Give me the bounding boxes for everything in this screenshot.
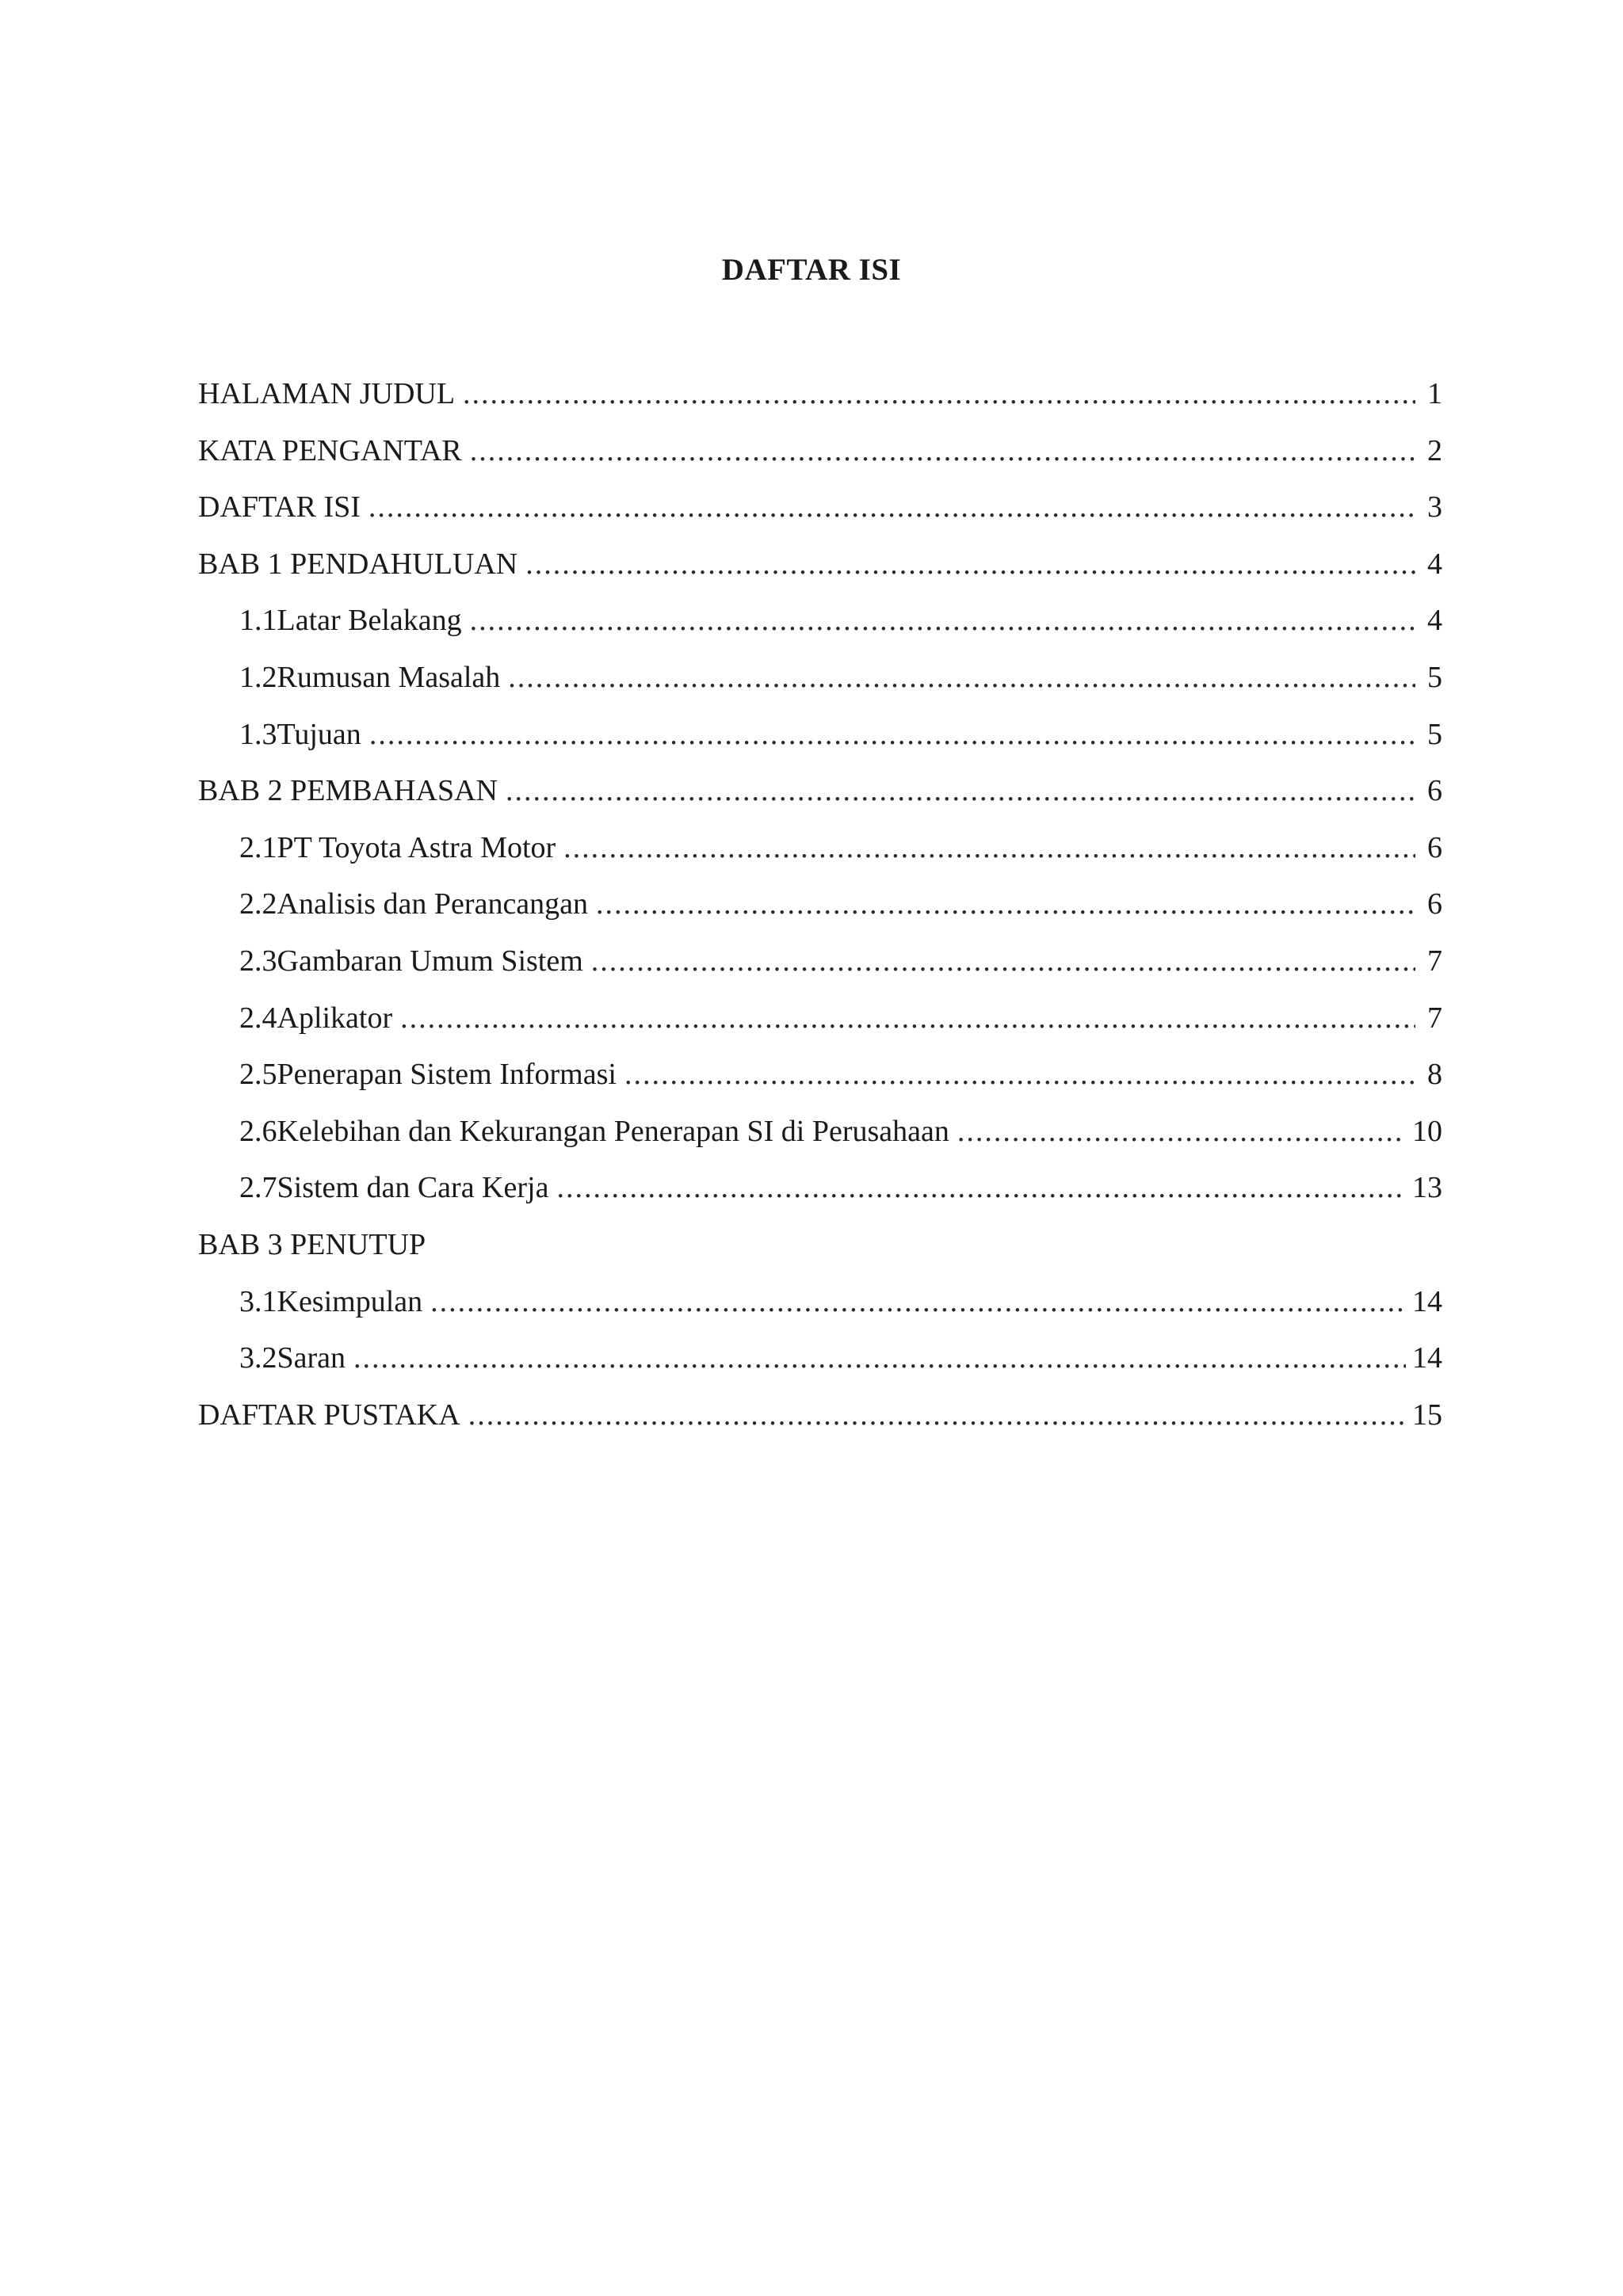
toc-entry-label: HALAMAN JUDUL: [198, 377, 456, 410]
toc-page-number: 14: [1412, 1341, 1442, 1375]
toc-entry: [198, 366, 1442, 423]
toc-page-number: 4: [1427, 604, 1442, 638]
toc-page-number: 7: [1427, 1001, 1442, 1035]
toc-dot-leader: [470, 593, 1415, 650]
toc-entry: [198, 933, 1442, 990]
toc-entry: [198, 876, 1442, 933]
toc-page-number: 13: [1412, 1171, 1442, 1205]
toc-entry-label: Rumusan Masalah: [277, 660, 501, 694]
toc-page-number: 6: [1427, 830, 1442, 864]
toc-entry-label: Latar Belakang: [277, 604, 462, 638]
toc-dot-leader: [525, 536, 1415, 593]
toc-page-number: 6: [1427, 887, 1442, 921]
toc-entry-number: 2.2: [239, 887, 277, 921]
toc-dot-leader: [563, 820, 1415, 877]
toc-dot-leader: [508, 650, 1415, 707]
toc-dot-leader: [400, 990, 1415, 1047]
toc-entry: [198, 650, 1442, 707]
toc-entry-label: DAFTAR ISI: [198, 490, 361, 524]
toc-entry-label: BAB 1 PENDAHULUAN: [198, 547, 518, 581]
toc-entry-number: 2.7: [239, 1171, 277, 1205]
toc-page-number: 5: [1427, 660, 1442, 694]
toc-page-number: 14: [1412, 1284, 1442, 1318]
toc-entry-label: DAFTAR PUSTAKA: [198, 1398, 460, 1432]
toc-page-number: 10: [1412, 1114, 1442, 1148]
toc-dot-leader: [506, 763, 1415, 820]
toc-entry: [198, 820, 1442, 877]
toc-entry: [198, 1217, 1442, 1274]
toc-page-number: 1: [1427, 377, 1442, 410]
toc-dot-leader: [470, 423, 1415, 480]
toc-entry: [198, 1274, 1442, 1331]
toc-page-number: 5: [1427, 717, 1442, 751]
toc-entry-number: 2.5: [239, 1058, 277, 1092]
toc-entry-label: Kesimpulan: [277, 1284, 423, 1318]
toc-page-number: 3: [1427, 490, 1442, 524]
toc-dot-leader: [430, 1274, 1406, 1331]
toc-entry-label: PT Toyota Astra Motor: [277, 830, 556, 864]
toc-entry: [198, 763, 1442, 820]
toc-entry-label: Analisis dan Perancangan: [277, 887, 589, 921]
toc-entry: [198, 707, 1442, 764]
toc-entry: [198, 990, 1442, 1047]
toc-entry: [198, 593, 1442, 650]
toc-dot-leader: [596, 876, 1415, 933]
toc-entry: [198, 1330, 1442, 1387]
toc-page-number: 7: [1427, 944, 1442, 978]
toc-entry: [198, 1387, 1442, 1444]
toc-page-number: 6: [1427, 774, 1442, 808]
toc-entry-number: 2.6: [239, 1114, 277, 1148]
toc-entry-number: 2.1: [239, 830, 277, 864]
toc-entry-label: Gambaran Umum Sistem: [277, 944, 583, 978]
toc-dot-leader: [353, 1330, 1406, 1387]
toc-entry-label: BAB 2 PEMBAHASAN: [198, 774, 498, 808]
toc-dot-leader: [556, 1160, 1406, 1217]
toc-entry: [198, 1160, 1442, 1217]
toc-dot-leader: [468, 1387, 1406, 1444]
toc-entry-number: 2.4: [239, 1001, 277, 1035]
toc-dot-leader: [591, 933, 1415, 990]
toc-page-number: 15: [1412, 1398, 1442, 1432]
toc-page-number: 2: [1427, 433, 1442, 467]
table-of-contents: [198, 366, 1442, 1444]
toc-entry-label: Aplikator: [277, 1001, 393, 1035]
toc-dot-leader: [957, 1104, 1406, 1161]
toc-entry-label: Kelebihan dan Kekurangan Penerapan SI di Perusahaan: [277, 1114, 949, 1148]
toc-entry: [198, 1047, 1442, 1104]
toc-entry-number: 1.2: [239, 660, 277, 694]
toc-entry: [198, 536, 1442, 593]
toc-entry-label: KATA PENGANTAR: [198, 433, 462, 467]
toc-dot-leader: [624, 1047, 1415, 1104]
toc-entry-label: Sistem dan Cara Kerja: [277, 1171, 549, 1205]
toc-entry-number: 2.3: [239, 944, 277, 978]
toc-entry-number: 3.1: [239, 1284, 277, 1318]
toc-entry: [198, 479, 1442, 536]
toc-dot-leader: [369, 479, 1415, 536]
toc-dot-leader: [369, 707, 1415, 764]
toc-entry: [198, 1104, 1442, 1161]
page-title: DAFTAR ISI: [721, 253, 902, 287]
toc-entry-label: BAB 3 PENUTUP: [198, 1227, 426, 1261]
toc-entry-label: Tujuan: [277, 717, 361, 751]
toc-entry-number: 3.2: [239, 1341, 277, 1375]
toc-page-number: 4: [1427, 547, 1442, 581]
toc-dot-leader: [463, 366, 1415, 423]
toc-entry-number: 1.1: [239, 604, 277, 638]
toc-entry-label: Saran: [277, 1341, 346, 1375]
toc-entry: [198, 423, 1442, 480]
toc-entry-label: Penerapan Sistem Informasi: [277, 1058, 617, 1092]
toc-page-number: 8: [1427, 1058, 1442, 1092]
toc-entry-number: 1.3: [239, 717, 277, 751]
